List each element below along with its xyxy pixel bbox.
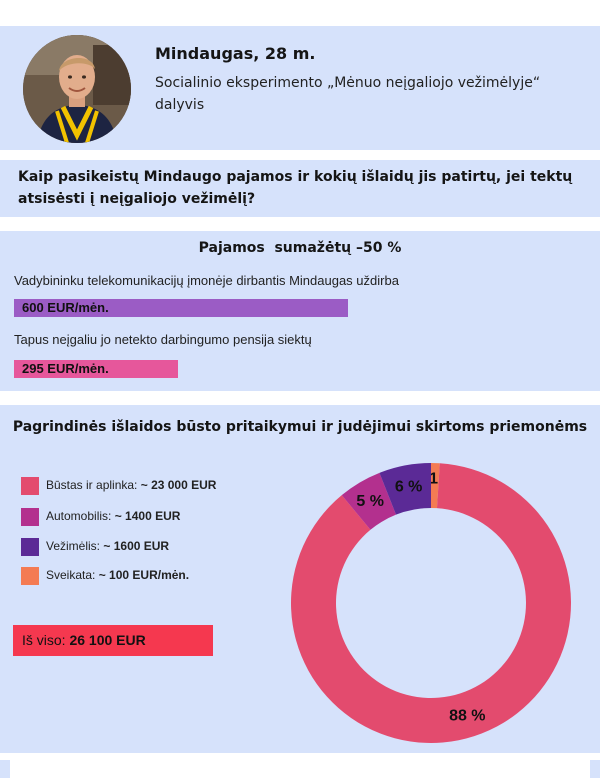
income-panel	[0, 231, 600, 391]
legend-text: Sveikata: ~ 100 EUR/mėn.	[46, 568, 190, 582]
income-title: Pajamos sumažėtų –50 %	[198, 240, 402, 256]
total-value: 26 100 EUR	[69, 632, 146, 648]
expenses-title: Pagrindinės išlaidos būsto pritaikymui ir judėjimui skirtoms priemonėms	[12, 419, 588, 435]
slice-label-housing: 88 %	[449, 707, 486, 725]
profile-card	[0, 26, 600, 150]
profile-name: Mindaugas, 28 m.	[155, 44, 316, 63]
income-pension-bar: 295 EUR/mėn.	[14, 360, 178, 378]
legend-swatch	[21, 538, 39, 556]
income-salary-text: Vadybininku telekomunikacijų įmonėje dirbantis Mindaugas uždirba	[14, 273, 399, 288]
income-pension-text: Tapus neįgaliu jo netekto darbingumo pensija siektų	[14, 332, 312, 347]
expenses-donut-chart	[281, 453, 581, 753]
bottom-panel	[0, 760, 600, 778]
slice-label-car: 5 %	[356, 493, 384, 511]
income-salary-bar: 600 EUR/mėn.	[14, 299, 348, 317]
legend-swatch	[21, 477, 39, 495]
question-panel	[0, 160, 600, 217]
legend-text: Būstas ir aplinka: ~ 23 000 EUR	[46, 478, 217, 492]
legend-swatch	[21, 567, 39, 585]
question-text: Kaip pasikeistų Mindaugo pajamos ir kokių išlaidų jis patirtų, jei tektų atsisėsti į neįgaliojo vežimėlį?	[18, 169, 573, 207]
expenses-panel	[0, 405, 600, 753]
profile-description: Socialinio eksperimento „Mėnuo neįgaliojo vežimėlyje“ dalyvis	[155, 75, 541, 113]
slice-label-wheelchair: 6 %	[394, 478, 423, 496]
legend-swatch	[21, 508, 39, 526]
total-box	[13, 625, 213, 656]
bottom-content-area	[10, 760, 590, 778]
legend-text: Automobilis: ~ 1400 EUR	[46, 509, 181, 523]
avatar	[23, 35, 131, 143]
legend-text: Vežimėlis: ~ 1600 EUR	[46, 539, 170, 553]
total-label: Iš viso:	[22, 632, 66, 648]
avatar-photo	[23, 35, 131, 143]
